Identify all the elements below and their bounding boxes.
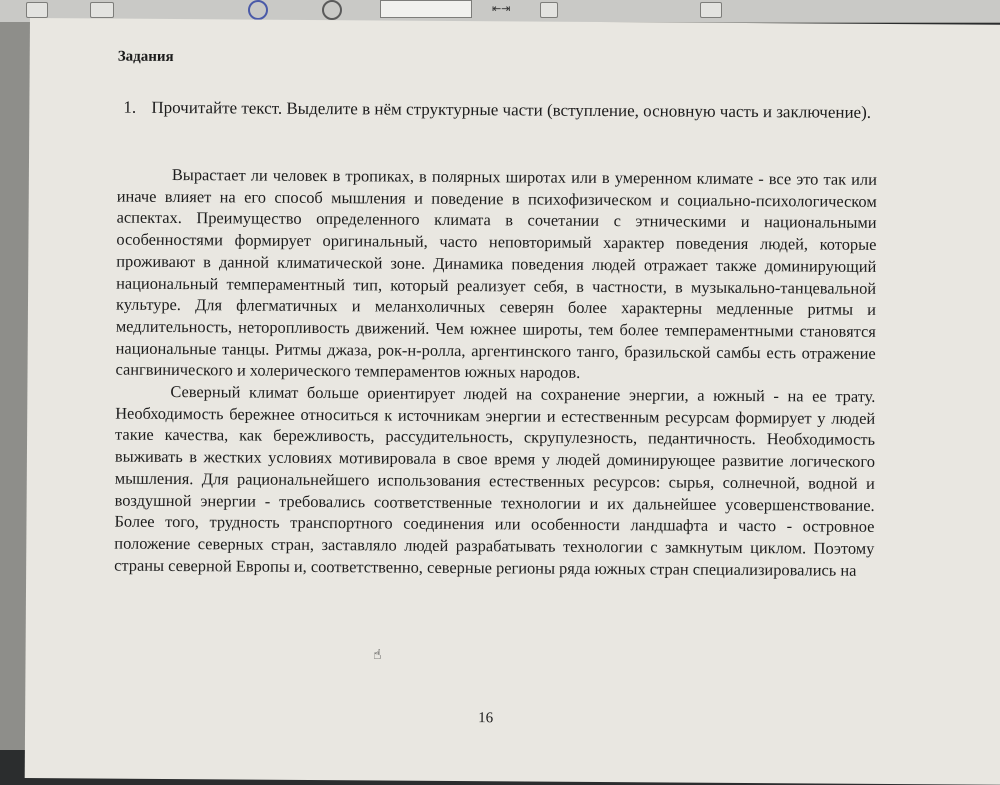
task-text: Прочитайте текст. Выделите в нём структурные части (вступление, основную часть и заключение). — [151, 97, 872, 122]
toolbar-button[interactable] — [700, 2, 722, 18]
task-item — [123, 96, 903, 122]
section-heading: Задания — [117, 48, 174, 66]
toolbar-button[interactable] — [90, 2, 114, 18]
toolbar-circle-icon[interactable] — [248, 0, 268, 20]
toolbar-input-box[interactable] — [380, 0, 472, 18]
paragraph: Вырастает ли человек в тропиках, в полярных широтах или в умеренном климате - все это так или иначе влияет на его способ мышления и поведение в психофизическом и социально-психологическом аспектах. Преимущество определенного климата в сочетании с этническими и национальными особенностями формирует оригинальный, часто неповторимый характер поведения людей, которые проживают в данной климатической зоне. Динамика поведения людей отражает также доминирующий национальный темпераментный тип, который реализует себя, в частности, в музыкально-танцевальной культуре. Для флегматичных и меланхоличных северян более характерны медленные ритмы и медлительность, неторопливость движений. Чем южнее широты, тем более темпераментными становятся национальные танцы. Ритмы джаза, рок-н-ролла, аргентинского танго, бразильской самбы есть отражение сангвинического и холерического темпераментов южных народов. — [115, 164, 877, 383]
toolbar-button[interactable] — [540, 2, 558, 18]
task-number: 1. — [123, 97, 137, 117]
document-page[interactable] — [25, 18, 1000, 785]
column-width-arrows-icon[interactable]: ⇤⇥ — [492, 2, 511, 15]
paragraph: Северный климат больше ориентирует людей на сохранение энергии, а южный - на ее трату. Необходимость бережнее относиться к источникам энергии и естественным ресурсам формирует у людей такие качества, как бережливость, рассудительность, скрупулезность, педантичность. Необходимость выживать в жестких условиях мотивировала в свое время у людей доминирующее развитие логического мышления. Для рациональнейшего использования естественных ресурсов: сырья, солнечной, водной и воздушной энергии - требовались соответственные технологии и их дальнейшее усовершенствование. Более того, трудность транспортного соединения или особенности ландшафта и часто - островное положение северных стран, заставляло людей разрабатывать технологии с замкнутым циклом. Поэтому страны северной Европы и, соответственно, северные регионы ряда южных стран специализировались на — [114, 382, 876, 580]
toolbar-circle-icon[interactable] — [322, 0, 342, 20]
page-number: 16 — [478, 710, 494, 727]
body-text — [114, 164, 877, 582]
toolbar-button[interactable] — [26, 2, 48, 18]
mouse-cursor-icon: ☝ — [373, 647, 382, 663]
